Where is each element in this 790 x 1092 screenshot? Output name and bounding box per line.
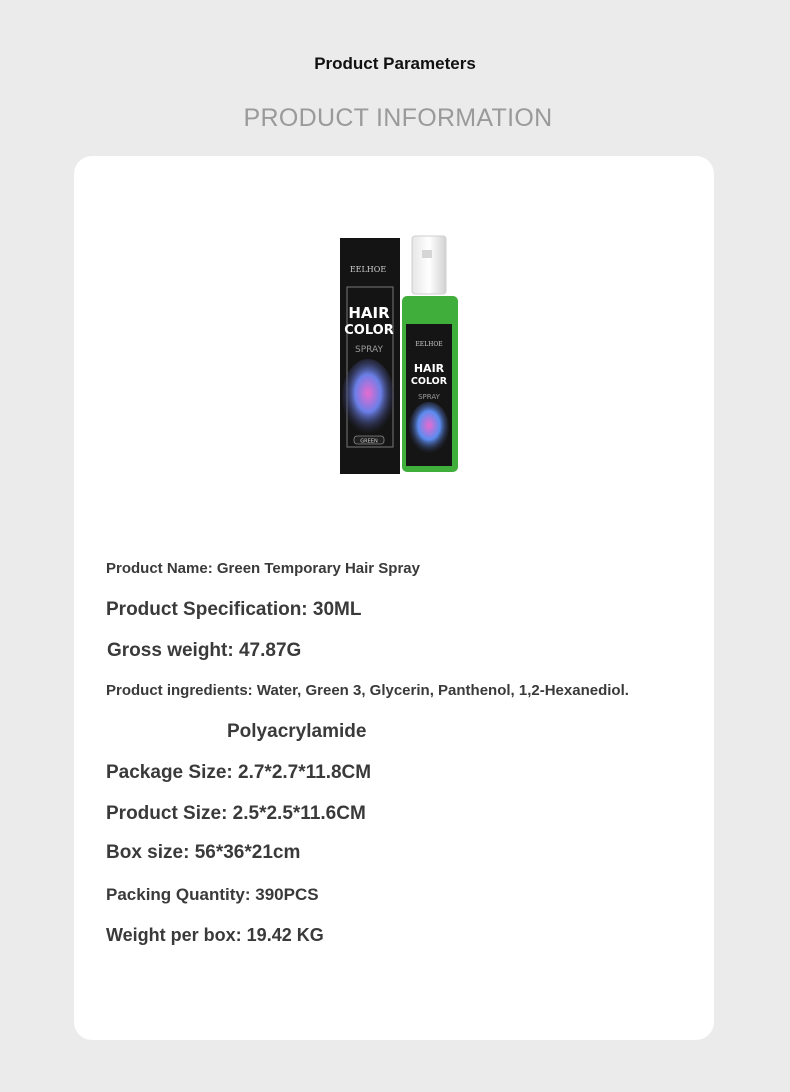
bottle-cap <box>412 236 446 294</box>
spec-specification: Product Specification: 30ML <box>106 599 362 620</box>
spec-ingredients: Product ingredients: Water, Green 3, Glycerin, Panthenol, 1,2-Hexanediol. <box>106 682 629 699</box>
box-shade-label: GREEN <box>360 438 378 445</box>
spec-ingredients-continued: Polyacrylamide <box>227 721 367 742</box>
page-title: Product Parameters <box>314 54 476 73</box>
spec-packing-quantity: Packing Quantity: 390PCS <box>106 885 319 904</box>
spec-product-size: Product Size: 2.5*2.5*11.6CM <box>106 803 366 824</box>
spec-product-name: Product Name: Green Temporary Hair Spray <box>106 560 420 577</box>
box-line2: COLOR <box>344 323 394 338</box>
bottle-line1: HAIR <box>413 362 445 375</box>
product-info-card <box>74 156 714 1040</box>
bottle-line3: SPRAY <box>418 393 440 401</box>
box-line3: SPRAY <box>355 345 383 355</box>
section-subtitle: PRODUCT INFORMATION <box>243 104 553 132</box>
bottle-line2: COLOR <box>410 376 448 387</box>
bottle-brand: EELHOE <box>415 341 443 348</box>
spec-weight-per-box: Weight per box: 19.42 KG <box>106 925 324 945</box>
spray-nozzle <box>422 250 432 258</box>
spec-box-size: Box size: 56*36*21cm <box>106 842 301 863</box>
bottle-hair-art <box>409 402 449 454</box>
box-line1: HAIR <box>348 304 390 322</box>
spec-package-size: Package Size: 2.7*2.7*11.8CM <box>106 762 372 783</box>
product-image <box>338 232 462 476</box>
spec-gross-weight: Gross weight: 47.87G <box>107 640 302 661</box>
box-brand: EELHOE <box>349 265 387 274</box>
box-hair-art <box>342 359 394 435</box>
